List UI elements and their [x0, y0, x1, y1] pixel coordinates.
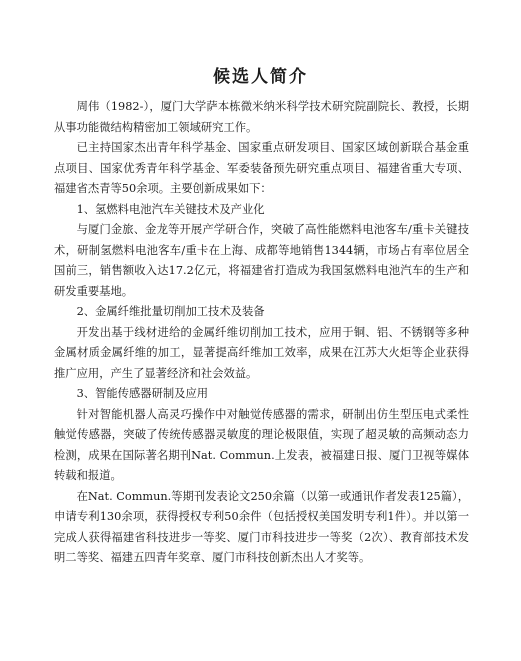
document-title: 候选人简介 — [213, 67, 308, 87]
paragraph-intro: 周伟（1982-），厦门大学萨本栋微米纳米科学技术研究院副院长、教授，长期从事功能微结构精密加工领域研究工作。 — [54, 100, 469, 134]
heading-achievement-1: 1、氢燃料电池汽车关键技术及产业化 — [76, 202, 265, 216]
document-body — [54, 97, 469, 569]
paragraph-achievement-2: 开发出基于线材进给的金属纤维切削加工技术，应用于铜、铝、不锈钢等多种金属材质金属纤维的加工，显著提高纤维加工效率，成果在江苏大火炬等企业获得推广应用，产生了显著经济和社会效益。 — [54, 325, 469, 380]
paragraph-achievement-3: 针对智能机器人高灵巧操作中对触觉传感器的需求，研制出仿生型压电式柔性触觉传感器，突破了传统传感器灵敏度的理论极限值，实现了超灵敏的高频动态力检测，成果在国际著名期刊Nat. Commun.上发表，被福建日报、厦门卫视等媒体转载和报道。 — [54, 407, 469, 482]
heading-achievement-3: 3、智能传感器研制及应用 — [76, 387, 209, 400]
heading-achievement-2: 2、金属纤维批量切削加工技术及装备 — [76, 305, 265, 318]
paragraph-projects: 已主持国家杰出青年科学基金、国家重点研发项目、国家区域创新联合基金重点项目、国家优秀青年科学基金、军委装备预先研究重点项目、福建省重大专项、福建省杰青等50余项。主要创新成果如下： — [54, 141, 469, 195]
paragraph-achievement-1: 与厦门金旅、金龙等开展产学研合作，突破了高性能燃料电池客车/重卡关键技术，研制氢燃料电池客车/重卡在上海、成都等地销售1344辆，市场占有率位居全国前三，销售额收入达17.2亿元，将福建省打造成为我国氢燃料电池汽车的生产和研发重要基地。 — [54, 223, 469, 298]
paragraph-publications-awards: 在Nat. Commun.等期刊发表论文250余篇（以第一或通讯作者发表125篇），申请专利130余项，获得授权专利50余件（包括授权美国发明专利1件）。并以第一完成人获得福建省科技进步一等奖、厦门市科技进步一等奖（2次）、教育部技术发明二等奖、福建五四青年奖章、厦门市科技创新杰出人才奖等。 — [54, 489, 469, 564]
